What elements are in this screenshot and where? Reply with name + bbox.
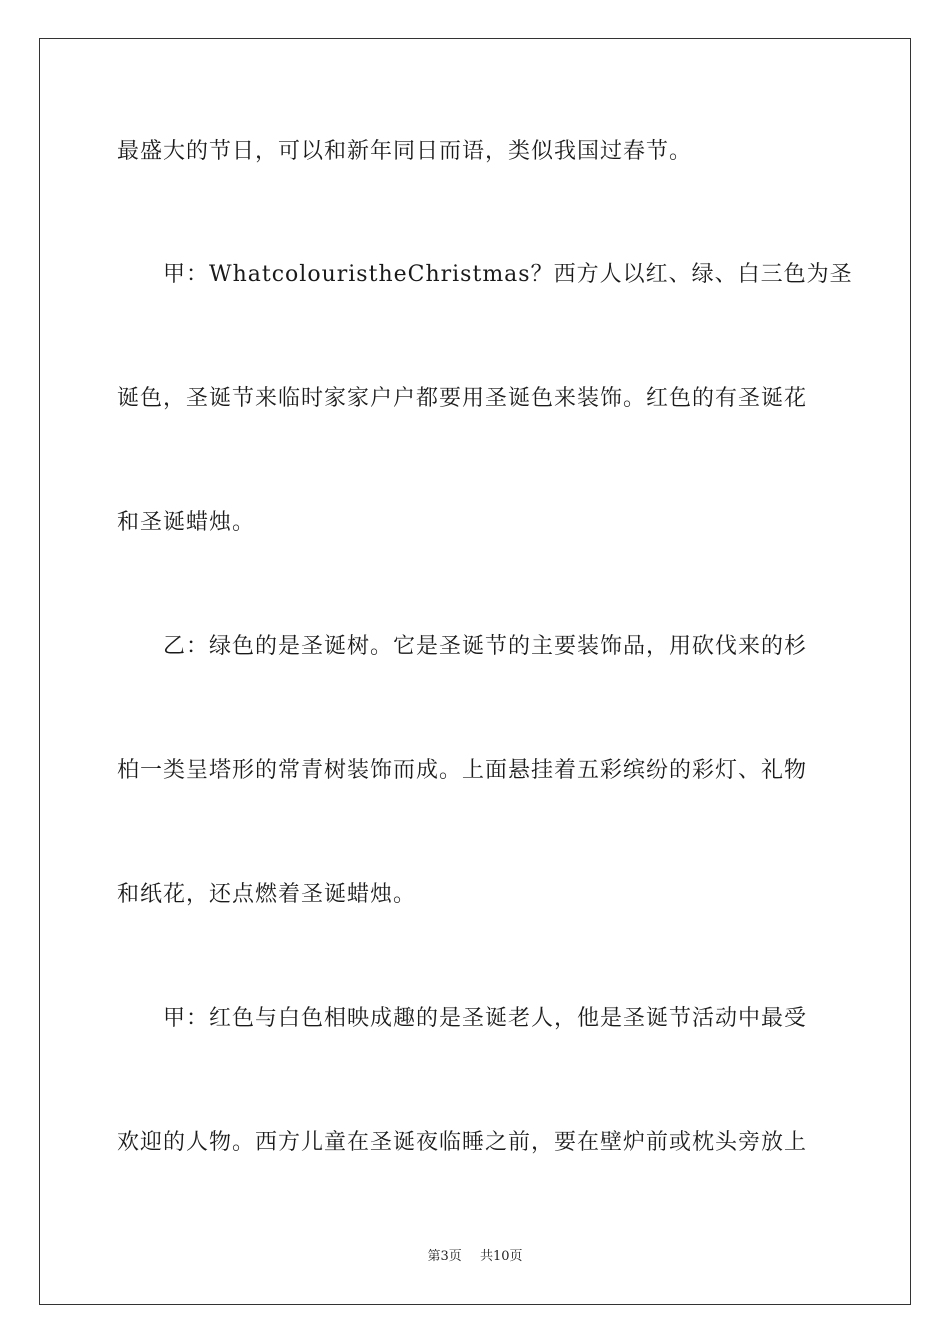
page-footer [0,1248,950,1266]
paragraph-line: 柏一类呈塔形的常青树装饰而成。上面悬挂着五彩缤纷的彩灯、礼物 [117,758,808,783]
paragraph-line: 甲：WhatcolouristheChristmas？西方人以红、绿、白三色为圣 [163,262,853,287]
paragraph-line: 和纸花，还点燃着圣诞蜡烛。 [117,882,417,907]
paragraph-line: 欢迎的人物。西方儿童在圣诞夜临睡之前，要在壁炉前或枕头旁放上 [117,1130,808,1155]
paragraph-line: 最盛大的节日，可以和新年同日而语，类似我国过春节。 [117,139,693,164]
paragraph-line: 乙：绿色的是圣诞树。它是圣诞节的主要装饰品，用砍伐来的杉 [163,634,808,659]
page-border [39,38,911,1305]
paragraph-line: 和圣诞蜡烛。 [117,510,256,535]
page-number: 第3页 [427,1249,462,1264]
page-total: 共10页 [479,1249,523,1264]
paragraph-line: 诞色，圣诞节来临时家家户户都要用圣诞色来装饰。红色的有圣诞花 [117,386,808,411]
paragraph-line: 甲：红色与白色相映成趣的是圣诞老人，他是圣诞节活动中最受 [163,1006,808,1031]
